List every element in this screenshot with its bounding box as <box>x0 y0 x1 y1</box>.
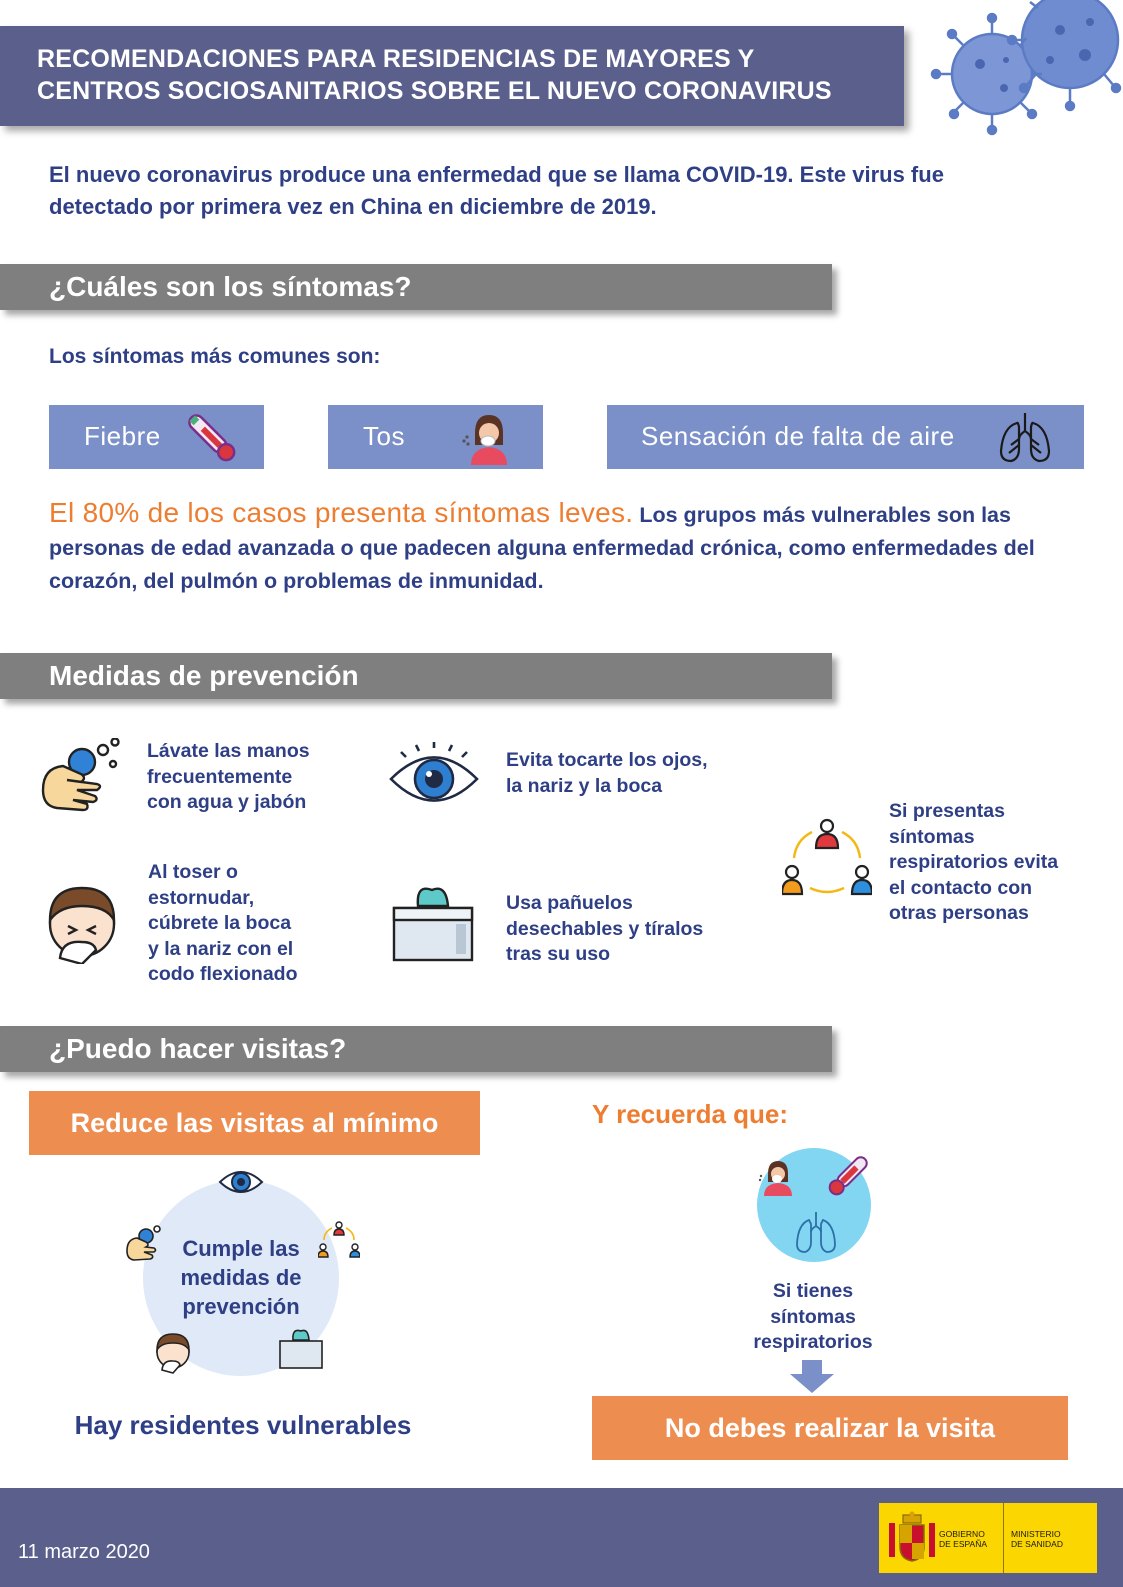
symptom-shortness-of-breath <box>607 405 1084 469</box>
circle-line: medidas de <box>180 1265 302 1290</box>
section-header-visits <box>0 1026 832 1072</box>
people-contact-icon <box>318 1221 360 1261</box>
tip-elbow-line: Al toser o <box>148 861 238 883</box>
tip-contact-line: el contacto con <box>889 876 1033 899</box>
arrow-down-icon <box>788 1360 836 1394</box>
logo-divider <box>1003 1503 1004 1573</box>
remember-heading: Y recuerda que: <box>592 1099 789 1129</box>
lungs-icon <box>997 409 1053 465</box>
tip-eyes-line: Evita tocarte los ojos, <box>506 749 708 771</box>
tip-cover-cough <box>148 860 298 988</box>
hand-washing-icon <box>37 738 121 812</box>
hand-washing-icon <box>124 1224 164 1262</box>
tip-elbow-line: codo flexionado <box>148 963 298 985</box>
section-header-prevention <box>0 653 832 699</box>
lungs-icon <box>794 1210 838 1258</box>
title-line-1: RECOMENDACIONES PARA RESIDENCIAS DE MAYORES Y <box>37 45 755 73</box>
tip-tissues-line: Usa pañuelos <box>506 892 633 914</box>
ministry-label <box>1011 1529 1063 1549</box>
section-header-symptoms <box>0 264 832 310</box>
tissue-box-icon <box>390 884 476 964</box>
tip-wash-line: con agua y jabón <box>147 791 307 813</box>
section-title-prevention: Medidas de prevención <box>49 660 359 691</box>
tip-use-tissues <box>506 891 703 968</box>
prevention-circle-text <box>143 1234 339 1321</box>
people-contact-icon <box>782 818 872 904</box>
intro-line-1: El nuevo coronavirus produce una enfermedad que se llama COVID-19. Este virus fue <box>49 162 944 187</box>
tip-elbow-line: cúbrete la boca <box>148 912 292 934</box>
tip-tissues-line: tras su uso <box>506 943 611 965</box>
if-symptoms-text <box>738 1279 888 1356</box>
ministry-line: MINISTERIO <box>1011 1529 1061 1539</box>
page-title <box>37 43 897 107</box>
if-symptoms-line: síntomas <box>770 1305 856 1328</box>
title-banner <box>0 26 904 126</box>
gov-line: GOBIERNO <box>939 1529 985 1539</box>
symptom-fever <box>49 405 264 469</box>
no-visit-banner: No debes realizar la visita <box>592 1396 1068 1460</box>
vulnerable-groups-text: Los grupos más vulnerables son las personas de edad avanzada o que padecen alguna enfermedad crónica, como enfermedades del corazón, del pulmón o problemas de inmunidad. <box>49 503 1035 593</box>
tip-contact-line: síntomas <box>889 825 975 848</box>
title-line-2: CENTROS SOCIOSANITARIOS SOBRE EL NUEVO CORONAVIRUS <box>37 77 832 105</box>
symptom-cough <box>328 405 543 469</box>
thermometer-icon <box>184 411 240 465</box>
intro-line-2: detectado por primera vez en China en diciembre de 2019. <box>49 194 657 219</box>
government-label <box>939 1529 987 1549</box>
reduce-visits-banner: Reduce las visitas al mínimo <box>29 1091 480 1155</box>
ministry-logo <box>879 1503 1097 1573</box>
symptoms-subheading: Los síntomas más comunes son: <box>49 345 381 368</box>
ministry-line: DE SANIDAD <box>1011 1539 1063 1549</box>
mild-cases-highlight: El 80% de los casos presenta síntomas leves. <box>49 497 634 528</box>
tip-tissues-line: desechables y tíralos <box>506 917 704 940</box>
symptom-cough-label: Tos <box>363 421 405 451</box>
symptom-fever-label: Fiebre <box>84 421 161 451</box>
footer <box>0 1488 1123 1587</box>
coughing-person-icon <box>758 1158 794 1196</box>
circle-line: prevención <box>182 1294 300 1319</box>
if-symptoms-line: respiratorios <box>753 1331 873 1353</box>
footer-date: 11 marzo 2020 <box>18 1541 150 1563</box>
eye-icon <box>218 1166 264 1198</box>
tip-wash-hands <box>147 739 310 816</box>
eye-icon <box>387 742 481 812</box>
tip-eyes-line: la nariz y la boca <box>506 774 663 797</box>
coronavirus-icon <box>920 0 1123 140</box>
tip-contact-line: Si presentas <box>889 800 1005 822</box>
tissue-box-icon <box>278 1328 324 1370</box>
gov-line: DE ESPAÑA <box>939 1539 988 1549</box>
symptom-breath-label: Sensación de falta de aire <box>641 421 955 451</box>
tip-contact-line: otras personas <box>889 902 1029 924</box>
circle-line: Cumple las <box>182 1236 300 1261</box>
tip-elbow-line: y la nariz con el <box>148 937 294 960</box>
tip-wash-line: Lávate las manos <box>147 740 310 762</box>
intro-text <box>49 159 1069 223</box>
section-title-symptoms: ¿Cuáles son los síntomas? <box>49 271 412 302</box>
tip-avoid-touching-face <box>506 748 708 799</box>
symptoms-paragraph <box>49 496 1079 598</box>
sneezing-person-icon <box>42 880 122 964</box>
tip-wash-line: frecuentemente <box>147 765 293 788</box>
tip-avoid-contact <box>889 799 1058 927</box>
tip-elbow-line: estornudar, <box>148 886 255 909</box>
tip-contact-line: respiratorios evita <box>889 851 1059 873</box>
section-title-visits: ¿Puedo hacer visitas? <box>49 1033 347 1064</box>
if-symptoms-line: Si tienes <box>772 1280 854 1302</box>
coat-of-arms-icon <box>887 1511 937 1565</box>
coughing-person-icon <box>461 411 511 465</box>
vulnerable-residents-text: Hay residentes vulnerables <box>74 1410 412 1440</box>
thermometer-icon <box>824 1152 872 1200</box>
sneezing-person-icon <box>152 1330 194 1374</box>
